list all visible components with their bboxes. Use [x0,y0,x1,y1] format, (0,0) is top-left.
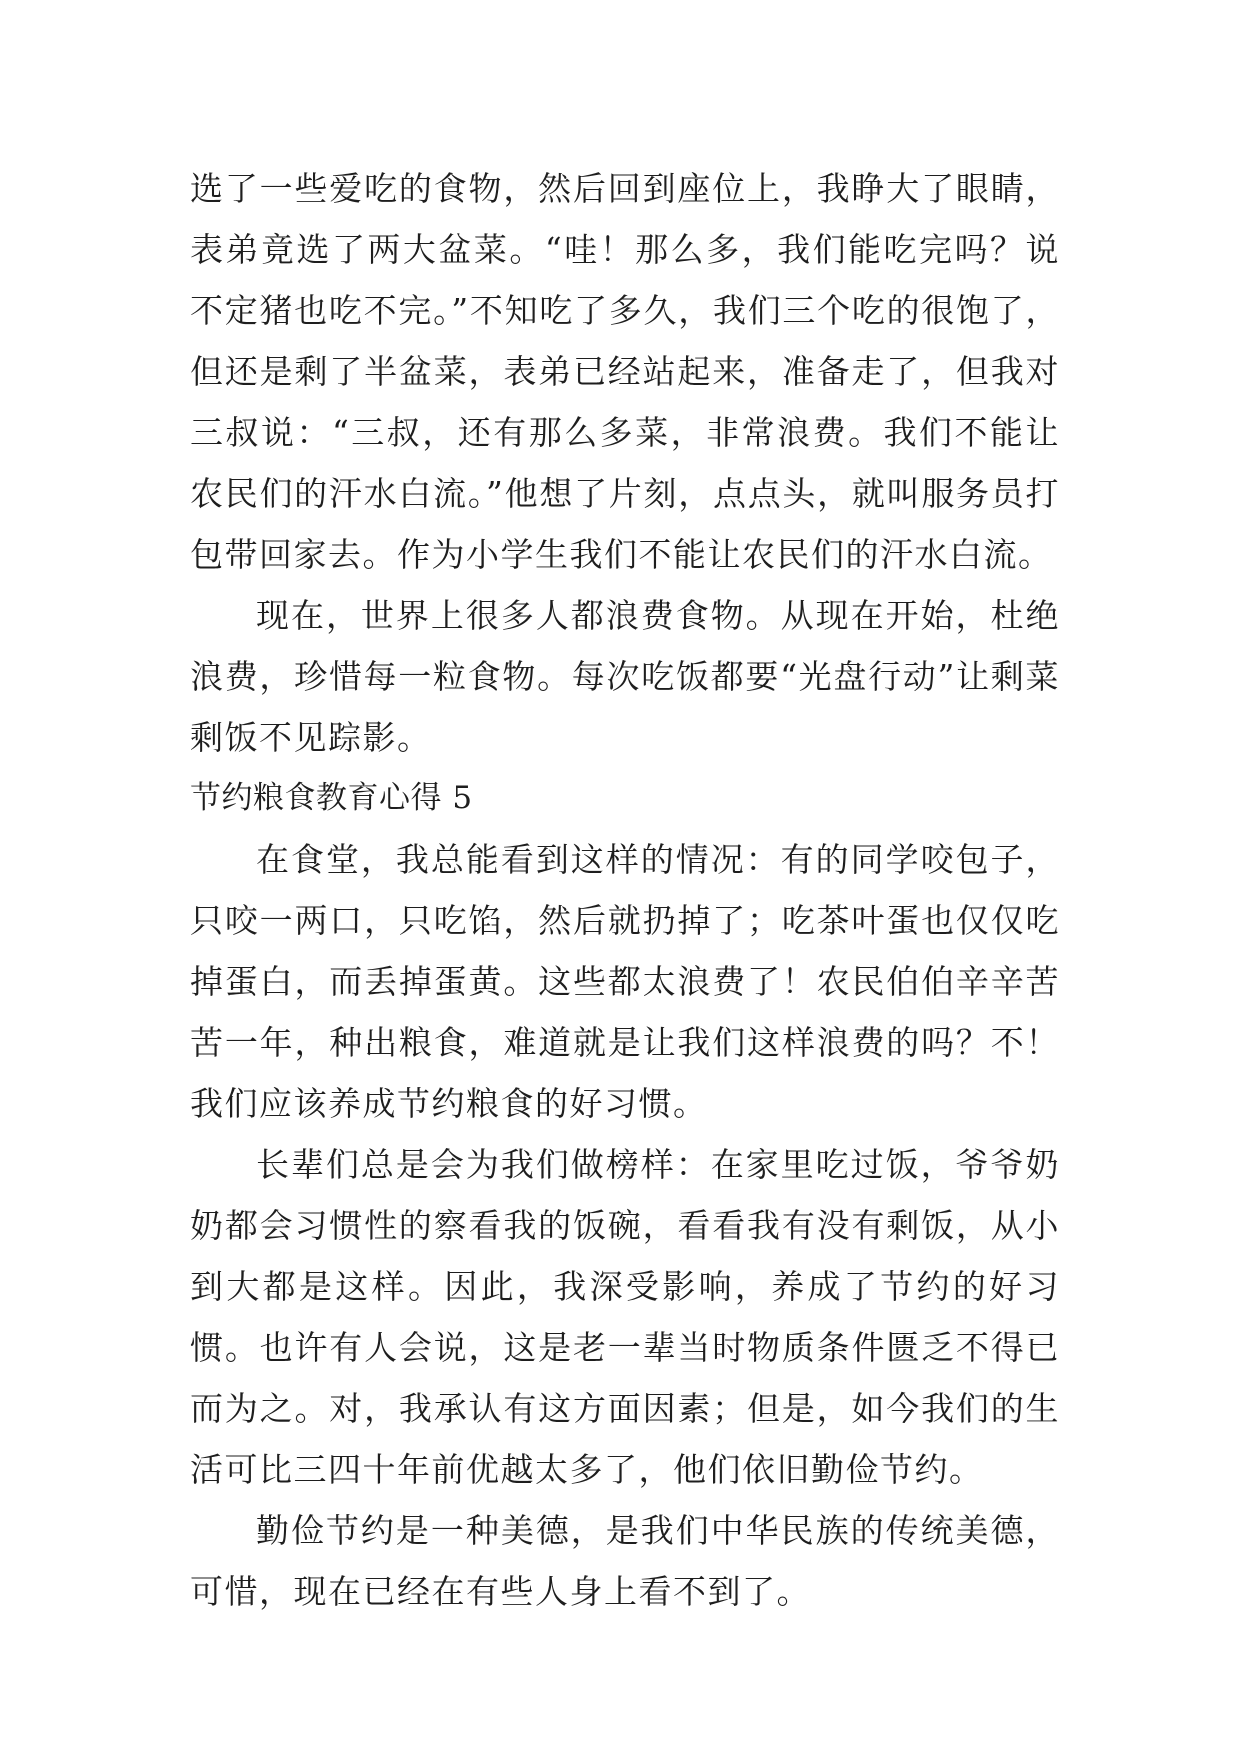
paragraph-continued: 选了一些爱吃的食物，然后回到座位上，我睁大了眼睛，表弟竟选了两大盆菜。“哇！那么多，我们能吃完吗？说不定猪也吃不完。”不知吃了多久，我们三个吃的很饱了，但还是剩了半盆菜，表弟已经站起来，准备走了，但我对三叔说：“三叔，还有那么多菜，非常浪费。我们不能让农民们的汗水白流。”他想了片刻，点点头，就叫服务员打包带回家去。作为小学生我们不能让农民们的汗水白流。 [190,169,1060,574]
section-title: 节约粮食教育心得 5 [190,780,473,816]
document-body [190,158,1060,1622]
paragraph: 长辈们总是会为我们做榜样：在家里吃过饭，爷爷奶奶都会习惯性的察看我的饭碗，看看我有没有剩饭，从小到大都是这样。因此，我深受影响，养成了节约的好习惯。也许有人会说，这是老一辈当时物质条件匮乏不得已而为之。对，我承认有这方面因素；但是，如今我们的生活可比三四十年前优越太多了，他们依旧勤俭节约。 [190,1145,1060,1489]
paragraph: 现在，世界上很多人都浪费食物。从现在开始，杜绝浪费，珍惜每一粒食物。每次吃饭都要“光盘行动”让剩菜剩饭不见踪影。 [190,596,1060,757]
paragraph: 在食堂，我总能看到这样的情况：有的同学咬包子，只咬一两口，只吃馅，然后就扔掉了；吃茶叶蛋也仅仅吃掉蛋白，而丢掉蛋黄。这些都太浪费了！农民伯伯辛辛苦苦一年，种出粮食，难道就是让我们这样浪费的吗？不！我们应该养成节约粮食的好习惯。 [190,840,1060,1123]
paragraph: 勤俭节约是一种美德，是我们中华民族的传统美德，可惜，现在已经在有些人身上看不到了。 [190,1511,1060,1611]
